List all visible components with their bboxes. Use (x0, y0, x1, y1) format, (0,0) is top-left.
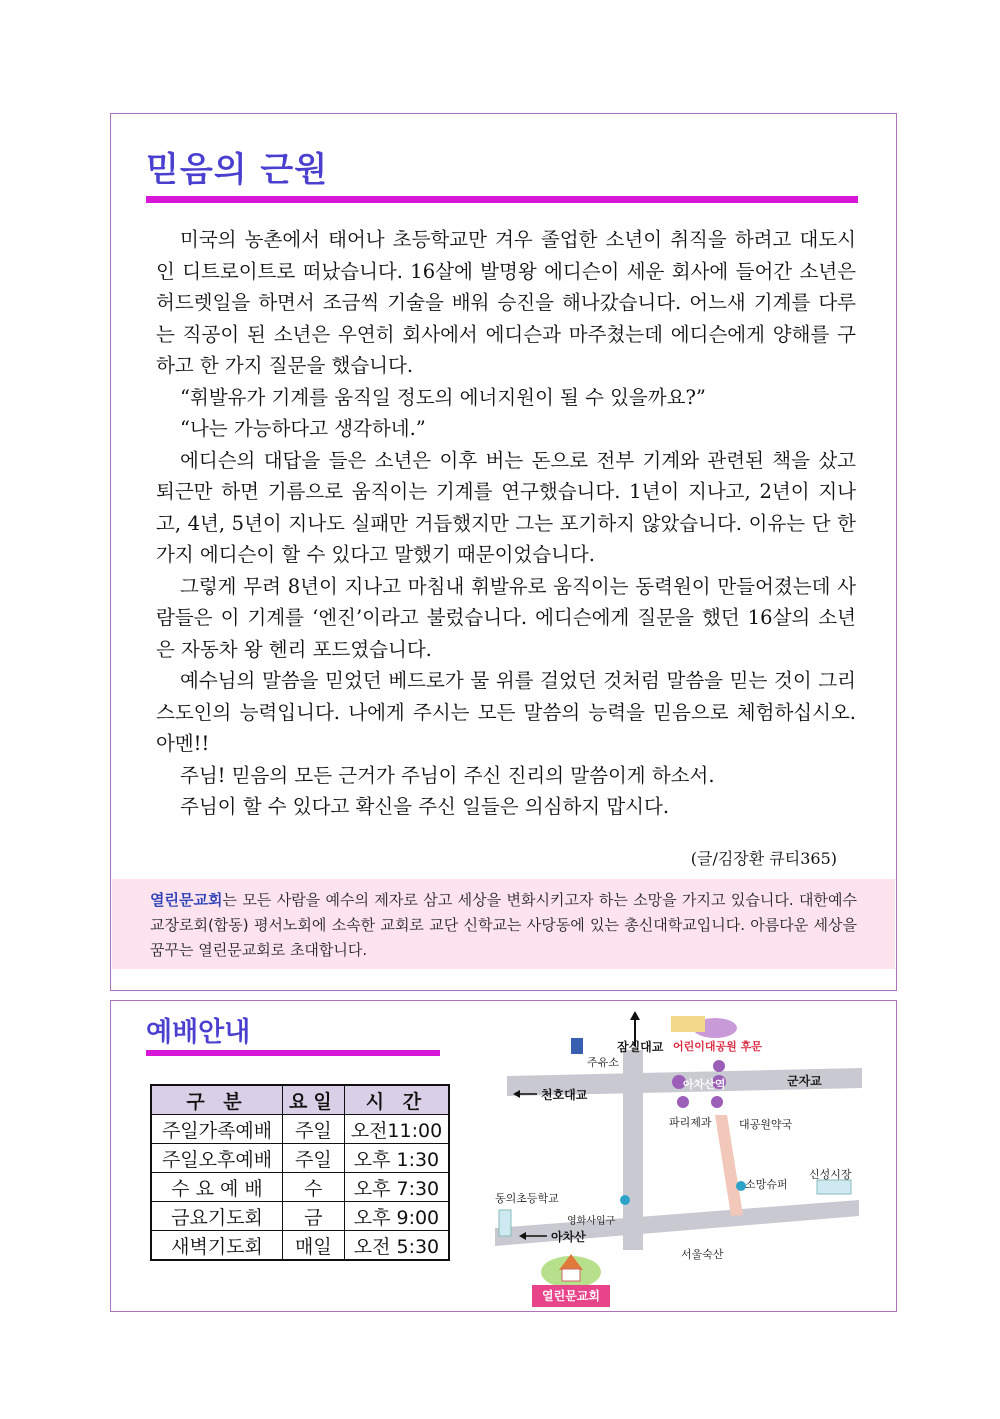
table-row (151, 1202, 449, 1231)
article-paragraph: 예수님의 말씀을 믿었던 베드로가 물 위를 걸었던 것처럼 말씀을 믿는 것이 그리스도인의 능력입니다. 나에게 주시는 모든 말씀의 능력을 믿음으로 체험하십시오. 아멘!! (156, 669, 856, 755)
article-paragraph: 주님이 할 수 있다고 확신을 주신 일들은 의심하지 맙시다. (180, 795, 670, 818)
north-arrow-head (630, 1011, 640, 1020)
directions-map (487, 1010, 867, 1310)
header-category: 구 분 (151, 1085, 283, 1115)
service-name: 주일가족예배 (151, 1115, 283, 1144)
article-paragraph: 그렇게 무려 8년이 지나고 마침내 휘발유로 움직이는 동력원이 만들어졌는데 사람들은 이 기계를 ‘엔진’이라고 불렀습니다. 에디슨에게 질문을 했던 16살의 소년은 자동차 왕 헨리 포드였습니다. (156, 574, 856, 661)
map-label-pharmacy: 대공원약국 (739, 1118, 793, 1131)
map-label-seoul: 서울숙산 (681, 1248, 724, 1261)
station-exit-icon (713, 1060, 725, 1072)
service-time: 오후 9:00 (344, 1202, 449, 1231)
market-icon (817, 1180, 851, 1194)
church-building-icon (562, 1269, 580, 1281)
service-day: 주일 (283, 1115, 345, 1144)
gas-station-icon (571, 1038, 583, 1054)
worship-title: 예배안내 (146, 1017, 251, 1048)
map-label-park: 어린이대공원 후문 (673, 1040, 762, 1053)
article-body (156, 224, 856, 823)
article-title: 믿음의 근원 (146, 150, 329, 190)
service-time: 오전 5:30 (344, 1231, 449, 1261)
map-label-station: 아차산역 (683, 1078, 726, 1091)
worship-title-underline (146, 1050, 440, 1056)
service-day: 매일 (283, 1231, 345, 1261)
map-roads (487, 1010, 867, 1310)
map-label-achasan: 아차산 (551, 1230, 586, 1244)
article-paragraph: 에디슨의 대답을 들은 소년은 이후 버는 돈으로 전부 기계와 관련된 책을 샀고 퇴근만 하면 기름으로 움직이는 기계를 연구했습니다. 1년이 지나고, 2년이 지나고, 4년, 5년이 지나도 실패만 거듭했지만 그는 포기하지 않았습니다. 이유는 단 한 가지 에디슨이 할 수 있다고 말했기 때문이었습니다. (156, 448, 856, 566)
article-byline: (글/김장환 큐티365) (690, 849, 837, 868)
map-label-sinseong: 신성시장 (809, 1168, 852, 1181)
service-name: 수 요 예 배 (151, 1173, 283, 1202)
church-name: 열린문교회 (150, 891, 223, 909)
article-paragraph: 미국의 농촌에서 태어나 초등학교만 겨우 졸업한 소년이 취직을 하려고 대도시인 디트로이트로 떠났습니다. 16살에 발명왕 에디슨이 세운 회사에 들어간 소년은 허드렛일을 하면서 조금씩 기술을 배워 승진을 해나갔습니다. 어느새 기계를 다루는 직공이 된 소년은 우연히 회사에서 에디슨과 마주쳤는데 에디슨에게 양해를 구하고 한 가지 질문을 했습니다. (156, 228, 856, 377)
map-label-bakery: 파리제과 (669, 1116, 712, 1129)
church-intro-text: 는 모든 사람을 예수의 제자로 삼고 세상을 변화시키고자 하는 소망을 가지고 있습니다. 대한예수교장로회(합동) 평서노회에 소속한 교회로 교단 신학교는 사당동에 있는 총신대학교입니다. 아름다운 세상을 꿈꾸는 열린문교회로 초대합니다. (150, 891, 857, 959)
service-time: 오후 7:30 (344, 1173, 449, 1202)
school-icon (499, 1210, 511, 1236)
table-row (151, 1173, 449, 1202)
station-exit-icon (677, 1096, 689, 1108)
service-day: 수 (283, 1173, 345, 1202)
map-label-somang: 소망슈퍼 (745, 1178, 788, 1191)
map-label-school: 동의초등학교 (495, 1192, 559, 1205)
header-day: 요일 (283, 1085, 345, 1115)
table-row (151, 1231, 449, 1261)
article-paragraph: “나는 가능하다고 생각하네.” (180, 417, 426, 440)
table-header-row (151, 1085, 449, 1115)
church-intro (112, 879, 895, 969)
article-paragraph: 주님! 믿음의 모든 근거가 주님이 주신 진리의 말씀이게 하소서. (180, 763, 715, 787)
service-name: 새벽기도회 (151, 1231, 283, 1261)
table-row (151, 1115, 449, 1144)
worship-schedule-table (150, 1084, 450, 1261)
service-name: 금요기도회 (151, 1202, 283, 1231)
service-time: 오전11:00 (344, 1115, 449, 1144)
map-label-gas: 주유소 (587, 1056, 619, 1069)
map-church-tag: 열린문교회 (532, 1285, 610, 1307)
station-exit-icon (711, 1096, 723, 1108)
map-label-cheonho: 천호대교 (541, 1088, 588, 1102)
header-time: 시 간 (344, 1085, 449, 1115)
service-day: 주일 (283, 1144, 345, 1173)
road-horizontal-bottom (495, 1200, 859, 1246)
service-day: 금 (283, 1202, 345, 1231)
map-label-yeonghwa: 영화사입구 (567, 1216, 616, 1227)
service-name: 주일오후예배 (151, 1144, 283, 1173)
article-paragraph: “휘발유가 기계를 움직일 정도의 에너지원이 될 수 있을까요?” (180, 385, 706, 409)
table-row (151, 1144, 449, 1173)
park-flowers-icon (671, 1016, 705, 1032)
map-label-jamsil: 잠실대교 (617, 1040, 664, 1054)
title-underline (146, 196, 858, 203)
map-label-gunja: 군자교 (787, 1074, 822, 1088)
service-time: 오후 1:30 (344, 1144, 449, 1173)
bus-stop-icon (620, 1195, 630, 1205)
